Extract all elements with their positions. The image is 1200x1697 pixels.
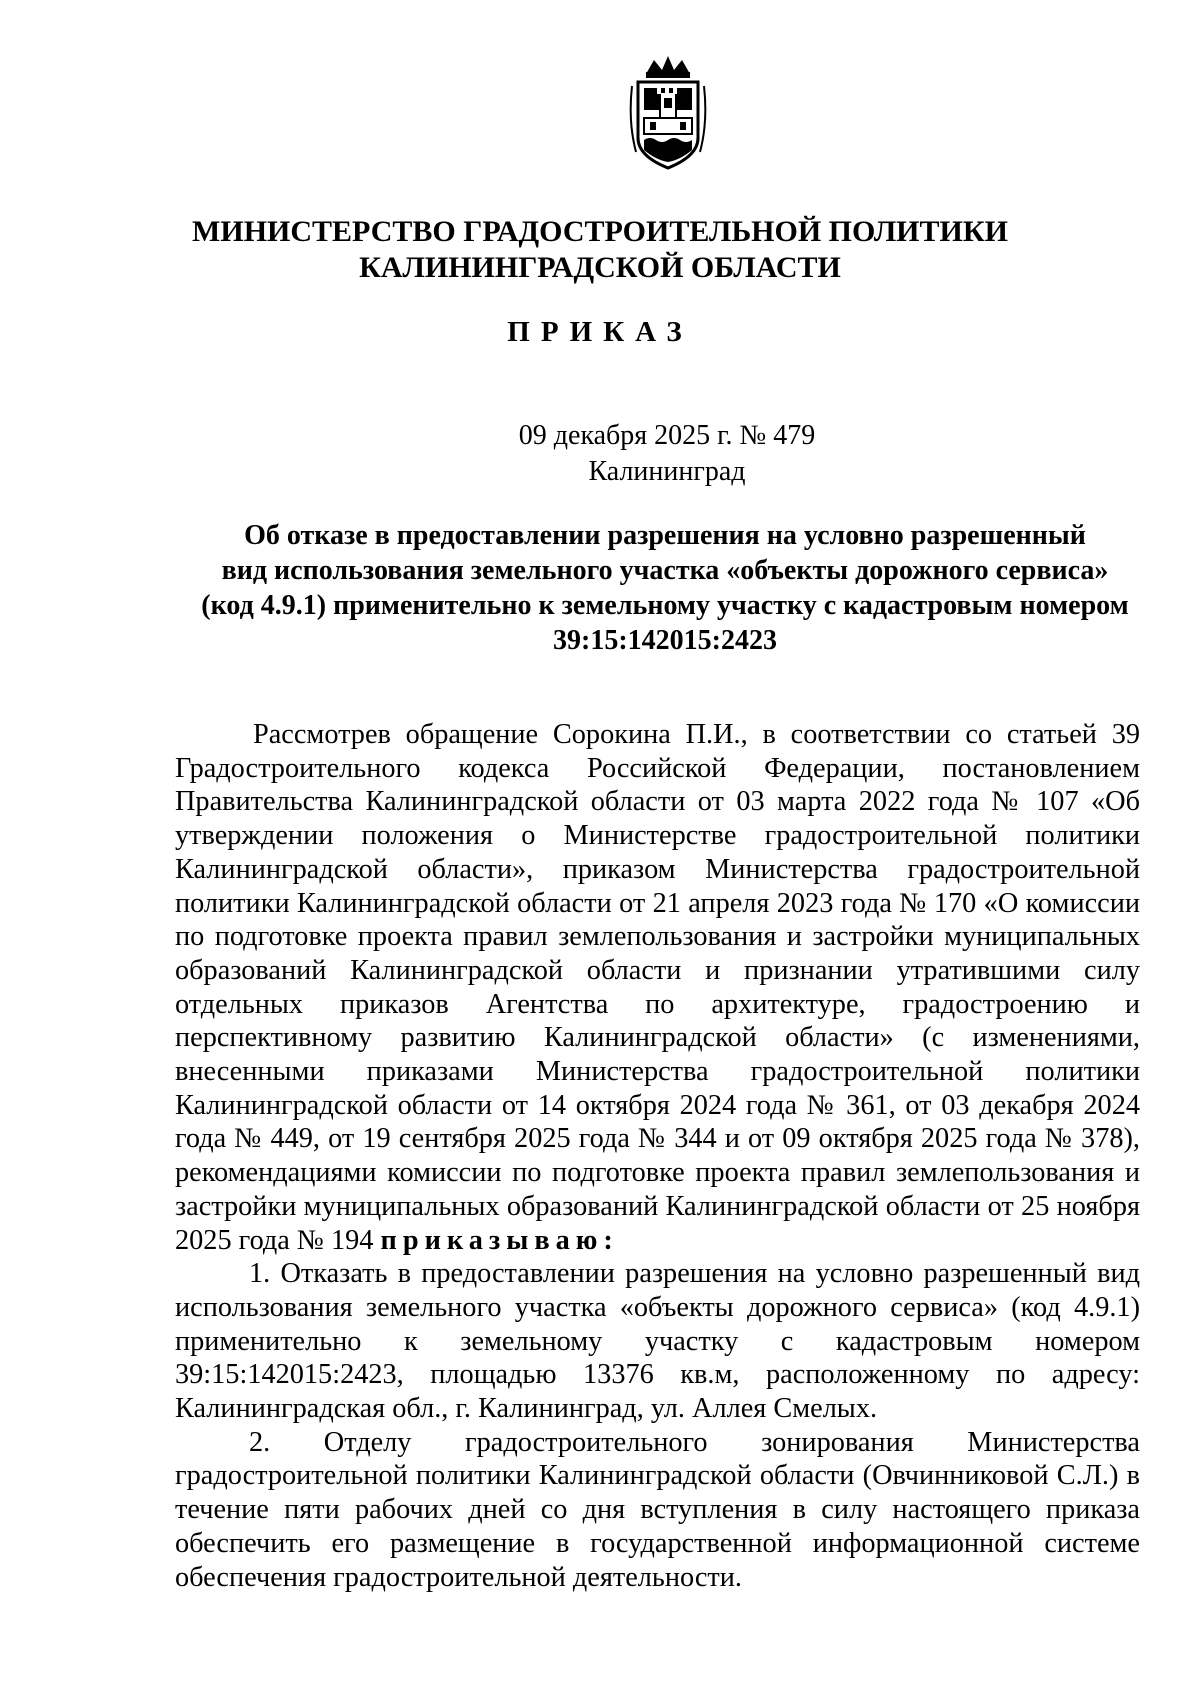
- subject-line-2: вид использования земельного участка «объекты дорожного сервиса»: [221, 555, 1109, 586]
- coat-of-arms-icon: [624, 52, 712, 174]
- preamble-paragraph: [175, 718, 1140, 1257]
- subject-line-4: 39:15:142015:2423: [553, 625, 777, 656]
- ministry-line-1: МИНИСТЕРСТВО ГРАДОСТРОИТЕЛЬНОЙ ПОЛИТИКИ: [192, 215, 1008, 248]
- subject-line-3: (код 4.9.1) применительно к земельному участку с кадастровым номером: [201, 590, 1129, 621]
- subject-heading: [180, 518, 1150, 658]
- ministry-title: [150, 214, 1050, 286]
- subject-line-1: Об отказе в предоставлении разрешения на условно разрешенный: [244, 520, 1086, 551]
- city: Калининград: [588, 456, 746, 487]
- date-number-block: [150, 418, 1184, 490]
- ministry-line-2: КАЛИНИНГРАДСКОЙ ОБЛАСТИ: [359, 251, 841, 284]
- preamble-text: Рассмотрев обращение Сорокина П.И., в соответствии со статьей 39 Градостроительного кодекса Российской Федерации, постановлением Правительства Калининградской области от 03 марта 2022 года № 107 «Об утверждении положения о Министерстве градостроительной политики Калининградской области», приказом Министерства градостроительной политики Калининградской области от 21 апреля 2023 года № 170 «О комиссии по подготовке проекта правил землепользования и застройки муниципальных образований Калининградской области и признании утратившими силу отдельных приказов Агентства по архитектуре, градостроению и перспективному развитию Калининградской области» (с изменениями, внесенными приказами Министерства градостроительной политики Калининградской области от 14 октября 2024 года № 361, от 03 декабря 2024 года № 449, от 19 сентября 2025 года № 344 и от 09 октября 2025 года № 378), рекомендациями комиссии по подготовке проекта правил землепользования и застройки муниципальных образований Калининградской области от 25 ноября 2025 года № 194: [175, 719, 1140, 1256]
- item-2-paragraph: 2. Отделу градостроительного зонирования Министерства градостроительной политики Калининградской области (Овчинниковой С.Л.) в течение пяти рабочих дней со дня вступления в силу настоящего приказа обеспечить его размещение в государственной информационной системе обеспечения градостроительной деятельности.: [175, 1426, 1140, 1593]
- document-body: [175, 718, 1140, 1594]
- date-number: 09 декабря 2025 г. № 479: [518, 420, 816, 451]
- item-1-paragraph: 1. Отказать в предоставлении разрешения на условно разрешенный вид использования земельного участка «объекты дорожного сервиса» (код 4.9.1) применительно к земельному участку с кадастровым номером 39:15:142015:2423, площадью 13376 кв.м, расположенному по адресу: Калининградская обл., г. Калининград, ул. Аллея Смелых.: [175, 1258, 1140, 1425]
- order-word: приказываю:: [380, 1224, 619, 1256]
- document-type: ПРИКАЗ: [507, 316, 693, 348]
